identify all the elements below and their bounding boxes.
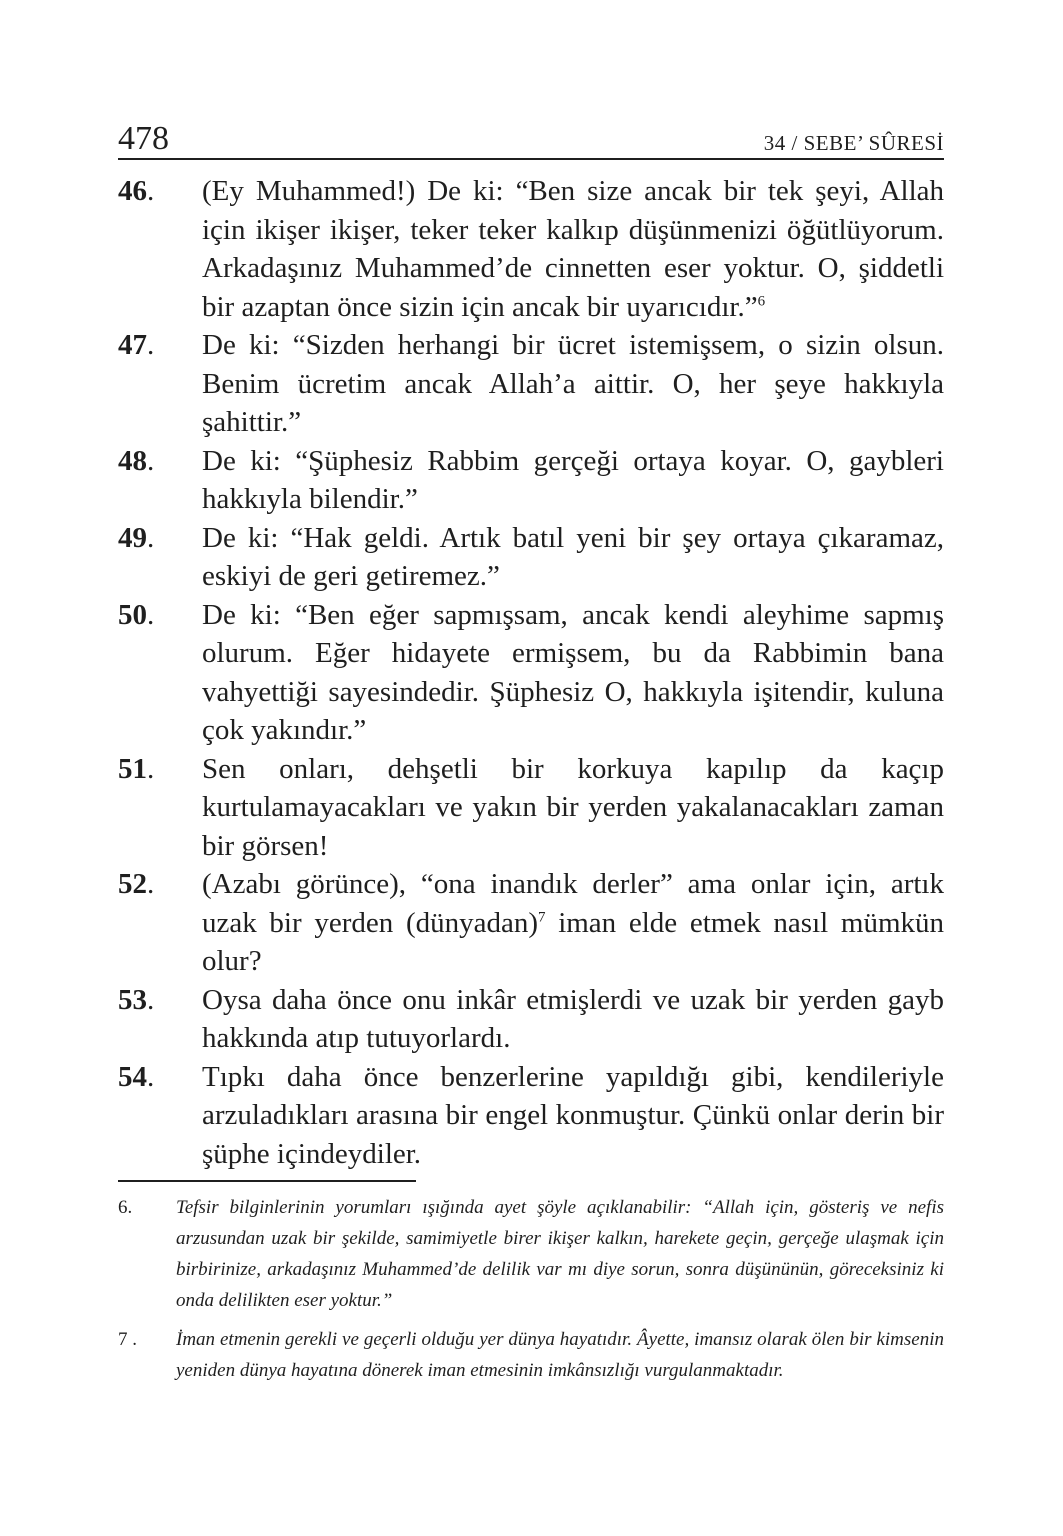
verse-number: 47 (118, 329, 147, 361)
verse-50: 50. De ki: “Ben eğer sapmışsam, ancak kendi aleyhime sapmış olurum. Eğer hidayete ermişsem, bu da Rabbimin bana vahyettiği sayesindedir. Şüphesiz O, hakkıyla işitendir, kuluna çok yakındır.” (118, 596, 944, 750)
footnote-number: 6. (118, 1197, 133, 1218)
footnote-ref: 7 (538, 908, 546, 925)
verse-text: Tıpkı daha önce benzerlerine yapıldığı gibi, kendileriyle arzuladıkları arasına bir engel konmuştur. Çünkü onlar derin bir şüphe içindeydiler. (202, 1060, 944, 1170)
verse-number: 46 (118, 175, 147, 207)
verse-text: (Ey Muhammed!) De ki: “Ben size ancak bir tek şeyi, Allah için ikişer ikişer, teker teker kalkıp düşünmenizi öğütlüyorum. Arkadaşınız Muhammed’de cinnetten eser yoktur. O, şiddetli bir azaptan önce sizin için ancak bir uyarıcıdır.” (202, 175, 944, 323)
verse-number: 49 (118, 521, 147, 554)
footnote-text: İman etmenin gerekli ve geçerli olduğu yer dünya hayatıdır. Âyette, imansız olarak ölen bir kimsenin yeniden dünya hayatına dönerek iman etmesinin imkânsızlığı vurgulanmaktadır. (176, 1329, 944, 1381)
verse-text: Sen onları, dehşetli bir korkuya kapılıp da kaçıp kurtulamayacakları ve yakın bir yerden yakalanacakları zaman bir görsen! (202, 752, 944, 862)
verse-47: 47. De ki: “Sizden herhangi bir ücret istemişsem, o sizin olsun. Benim ücretim ancak Allah’a aittir. O, her şeye hakkıyla şahittir.” (118, 326, 944, 442)
verse-46: 46. (Ey Muhammed!) De ki: “Ben size ancak bir tek şeyi, Allah için ikişer ikişer, teker teker kalkıp düşünmenizi öğütlüyorum. Arkadaşınız Muhammed’de cinnetten eser yoktur. O, şiddetli bir azaptan önce sizin için ancak bir uyarıcıdır.”$^6$ (118, 175, 944, 323)
verse-49: 49. De ki: “Hak geldi. Artık batıl yeni bir şey ortaya çıkaramaz, eskiyi de geri getiremez.” (118, 519, 944, 596)
verse-54: 54. Tıpkı daha önce benzerlerine yapıldığı gibi, kendileriyle arzuladıkları arasına bir engel konmuştur. Çünkü onlar derin bir şüphe içindeydiler. (118, 1058, 944, 1174)
verse-51: 51. Sen onları, dehşetli bir korkuya kapılıp da kaçıp kurtulamayacakları ve yakın bir yerden yakalanacakları zaman bir görsen! (118, 750, 944, 866)
running-title: 34 / SEBE’ SÛRESİ (763, 131, 944, 155)
footnote-divider (118, 1180, 416, 1182)
footnote-6 (118, 1192, 944, 1316)
footnote-7 (118, 1324, 944, 1386)
footnote-list (118, 1192, 944, 1394)
verse-text: De ki: “Sizden herhangi bir ücret istemişsem, o sizin olsun. Benim ücretim ancak Allah’a aittir. O, her şeye hakkıyla şahittir.” (202, 329, 944, 438)
verse-number: 51 (118, 752, 147, 785)
verse-53: 53. Oysa daha önce onu inkâr etmişlerdi ve uzak bir yerden gayb hakkında atıp tutuyorlardı. (118, 981, 944, 1058)
verse-text: (Azabı görünce), “ona inandık derler” ama onlar için, artık uzak bir yerden (dünyadan) (202, 868, 944, 939)
verse-52: 52. (Azabı görünce), “ona inandık derler” ama onlar için, artık uzak bir yerden (dünyadan)$^7$ iman elde etmek nasıl mümkün olur? (118, 868, 944, 977)
page-header (118, 112, 944, 160)
footnote-ref: 6 (757, 292, 766, 309)
verse-number: 50 (118, 598, 147, 631)
verse-text-continued: iman elde etmek nasıl mümkün olur? (202, 906, 944, 977)
verse-text: Oysa daha önce onu inkâr etmişlerdi ve uzak bir yerden gayb hakkında atıp tutuyorlardı. (202, 983, 944, 1054)
verse-48: 48. De ki: “Şüphesiz Rabbim gerçeği ortaya koyar. O, gaybleri hakkıyla bilendir.” (118, 442, 944, 519)
verse-text: De ki: “Hak geldi. Artık batıl yeni bir şey ortaya çıkaramaz, eskiyi de geri getiremez.” (202, 521, 944, 592)
verse-number: 54 (118, 1060, 147, 1093)
verse-number: 48 (118, 444, 147, 477)
page-number: 478 (118, 120, 169, 157)
verse-text: De ki: “Şüphesiz Rabbim gerçeği ortaya koyar. O, gaybleri hakkıyla bilendir.” (202, 444, 944, 515)
verse-number: 53 (118, 983, 147, 1016)
footnote-text: Tefsir bilginlerinin yorumları ışığında ayet şöyle açıklanabilir: “Allah için, gösteriş ve nefis arzusundan uzak bir şekilde, samimiyetle birer ikişer kalkın, harekete geçin, gerçeğe ulaşmak için birbirinize, arkadaşınız Muhammed’de delilik var mı diye sorun, sonra düşününün, göreceksiniz ki onda delilikten eser yoktur.” (176, 1197, 944, 1311)
verse-number: 52 (118, 868, 147, 900)
footnote-number: 7 . (118, 1329, 137, 1350)
verse-list (118, 172, 944, 1173)
verse-text: De ki: “Ben eğer sapmışsam, ancak kendi aleyhime sapmış olurum. Eğer hidayete ermişsem, bu da Rabbimin bana vahyettiği sayesindedir. Şüphesiz O, hakkıyla işitendir, kuluna çok yakındır.” (202, 598, 944, 746)
